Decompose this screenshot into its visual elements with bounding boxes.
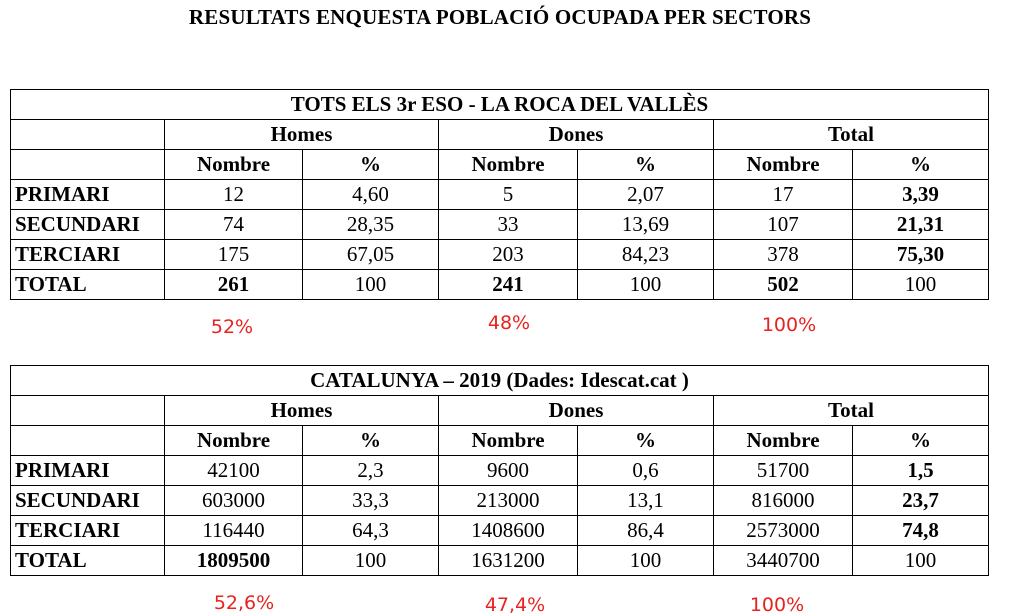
row-label: TERCIARI xyxy=(11,516,165,546)
table-cell: 3440700 xyxy=(714,546,853,576)
page-title: RESULTATS ENQUESTA POBLACIÓ OCUPADA PER SECTORS xyxy=(188,5,812,29)
table-title: CATALUNYA – 2019 (Dades: Idescat.cat ) xyxy=(11,366,989,396)
share-homes: 52% xyxy=(210,316,254,338)
column-header: % xyxy=(303,426,439,456)
row-label: TOTAL xyxy=(11,270,165,300)
column-header: % xyxy=(303,150,439,180)
table-cell: 13,69 xyxy=(578,210,714,240)
table-row xyxy=(11,240,989,270)
table-row xyxy=(11,486,989,516)
row-label: PRIMARI xyxy=(11,180,165,210)
table-cell: 74 xyxy=(165,210,303,240)
catalunya-table xyxy=(10,365,989,576)
table-cell: 100 xyxy=(578,546,714,576)
group-header-total: Total xyxy=(714,120,989,150)
table-cell: 1809500 xyxy=(165,546,303,576)
table-cell: 28,35 xyxy=(303,210,439,240)
share-total: 100% xyxy=(749,594,805,616)
group-header-dones: Dones xyxy=(439,120,714,150)
column-header: Nombre xyxy=(165,426,303,456)
empty-cell xyxy=(11,426,165,456)
table-cell: 213000 xyxy=(439,486,578,516)
table-title: TOTS ELS 3r ESO - LA ROCA DEL VALLÈS xyxy=(11,90,989,120)
group-header-dones: Dones xyxy=(439,396,714,426)
table-cell: 1,5 xyxy=(853,456,989,486)
table-cell: 107 xyxy=(714,210,853,240)
column-header: Nombre xyxy=(714,150,853,180)
row-label: PRIMARI xyxy=(11,456,165,486)
group-header-homes: Homes xyxy=(165,120,439,150)
table-cell: 23,7 xyxy=(853,486,989,516)
row-label: SECUNDARI xyxy=(11,210,165,240)
table-cell: 21,31 xyxy=(853,210,989,240)
table-cell: 5 xyxy=(439,180,578,210)
table-cell: 4,60 xyxy=(303,180,439,210)
table-cell: 816000 xyxy=(714,486,853,516)
column-header: Nombre xyxy=(714,426,853,456)
table-cell: 100 xyxy=(578,270,714,300)
table-cell: 100 xyxy=(853,546,989,576)
table-row xyxy=(11,456,989,486)
table-cell: 64,3 xyxy=(303,516,439,546)
table-cell: 0,6 xyxy=(578,456,714,486)
table-cell: 67,05 xyxy=(303,240,439,270)
table-cell: 75,30 xyxy=(853,240,989,270)
group-header-total: Total xyxy=(714,396,989,426)
table-cell: 3,39 xyxy=(853,180,989,210)
table-cell: 51700 xyxy=(714,456,853,486)
table-cell: 100 xyxy=(853,270,989,300)
local-survey-table xyxy=(10,89,989,300)
column-header: Nombre xyxy=(439,150,578,180)
table-row xyxy=(11,516,989,546)
empty-cell xyxy=(11,120,165,150)
table-cell: 378 xyxy=(714,240,853,270)
column-header: Nombre xyxy=(439,426,578,456)
share-dones: 48% xyxy=(487,312,531,334)
table-cell: 175 xyxy=(165,240,303,270)
table-cell: 9600 xyxy=(439,456,578,486)
row-label: TERCIARI xyxy=(11,240,165,270)
table-cell: 241 xyxy=(439,270,578,300)
column-header: % xyxy=(853,150,989,180)
row-label: SECUNDARI xyxy=(11,486,165,516)
table-row xyxy=(11,180,989,210)
table-cell: 1631200 xyxy=(439,546,578,576)
table-cell: 42100 xyxy=(165,456,303,486)
table-cell: 17 xyxy=(714,180,853,210)
table-cell: 86,4 xyxy=(578,516,714,546)
table-cell: 2,3 xyxy=(303,456,439,486)
group-header-homes: Homes xyxy=(165,396,439,426)
table-cell: 12 xyxy=(165,180,303,210)
table-cell: 100 xyxy=(303,546,439,576)
table-cell: 603000 xyxy=(165,486,303,516)
table-cell: 116440 xyxy=(165,516,303,546)
share-homes: 52,6% xyxy=(213,592,275,614)
table-cell: 33,3 xyxy=(303,486,439,516)
column-header: % xyxy=(578,426,714,456)
table-cell: 502 xyxy=(714,270,853,300)
table-row xyxy=(11,210,989,240)
table-cell: 33 xyxy=(439,210,578,240)
table-cell: 203 xyxy=(439,240,578,270)
table-cell: 84,23 xyxy=(578,240,714,270)
table-row xyxy=(11,546,989,576)
row-label: TOTAL xyxy=(11,546,165,576)
column-header: % xyxy=(853,426,989,456)
table-row xyxy=(11,270,989,300)
table-cell: 2,07 xyxy=(578,180,714,210)
table-cell: 13,1 xyxy=(578,486,714,516)
table-cell: 100 xyxy=(303,270,439,300)
column-header: Nombre xyxy=(165,150,303,180)
table-cell: 261 xyxy=(165,270,303,300)
empty-cell xyxy=(11,150,165,180)
share-total: 100% xyxy=(761,314,817,336)
table-cell: 74,8 xyxy=(853,516,989,546)
empty-cell xyxy=(11,396,165,426)
table-cell: 1408600 xyxy=(439,516,578,546)
table-cell: 2573000 xyxy=(714,516,853,546)
share-dones: 47,4% xyxy=(484,594,546,616)
column-header: % xyxy=(578,150,714,180)
